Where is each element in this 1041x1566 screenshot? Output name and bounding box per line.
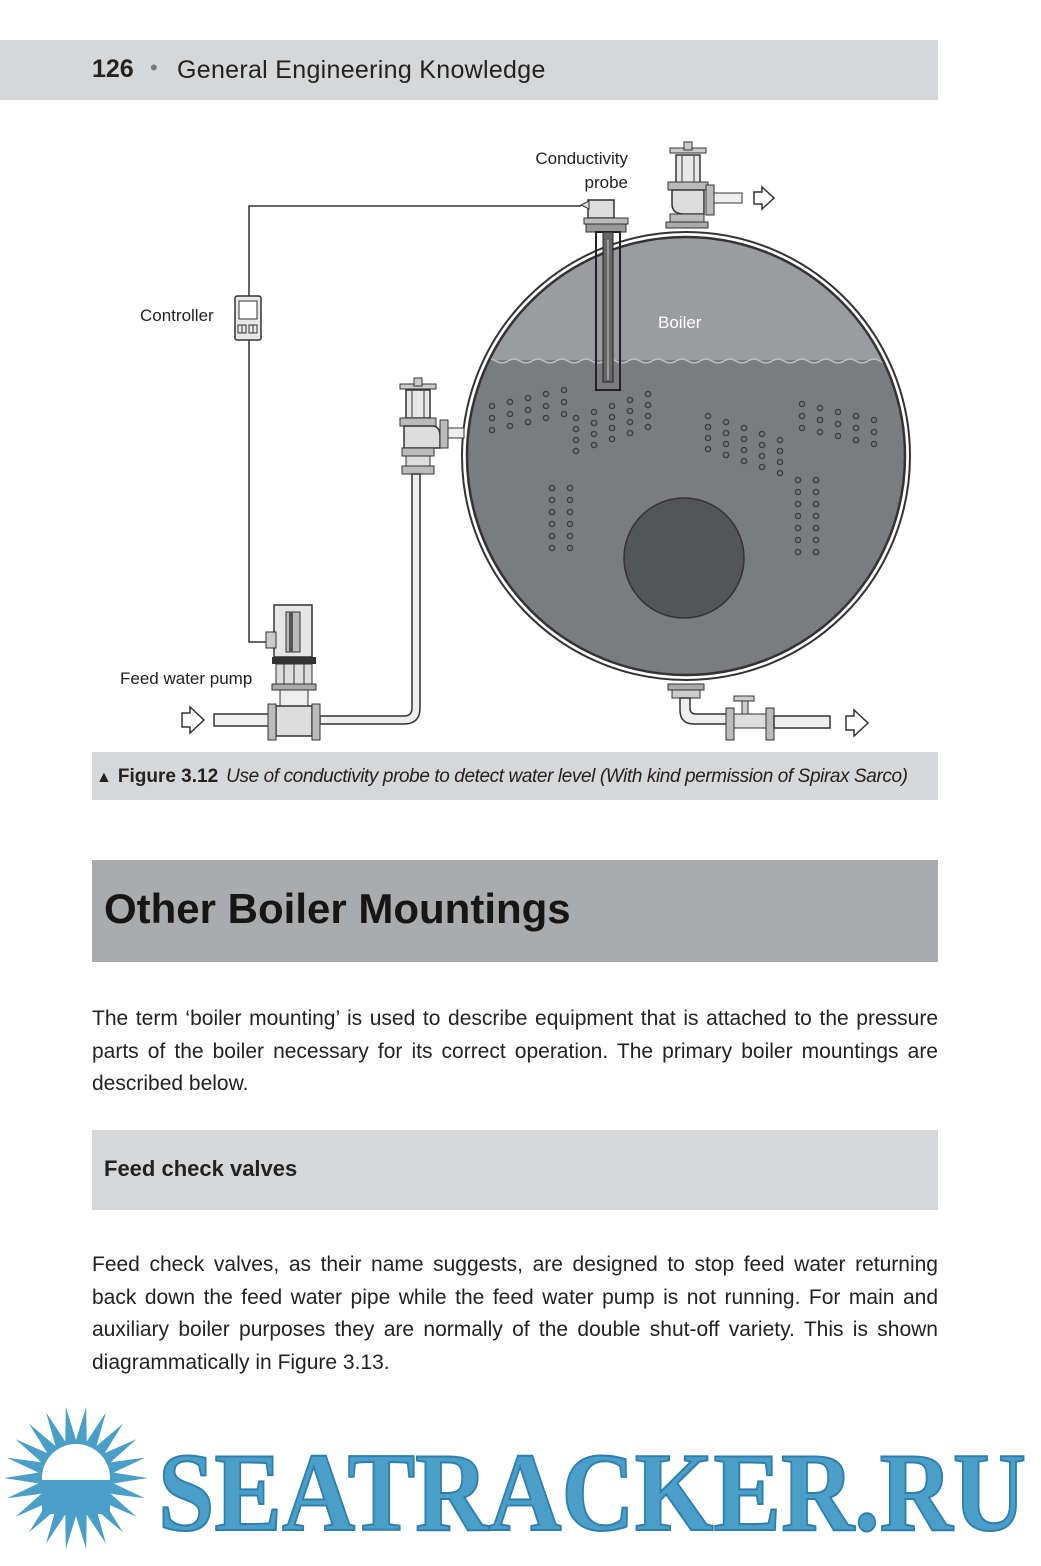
watermark — [0, 1400, 1041, 1561]
intro-paragraph: The term ‘boiler mounting’ is used to describe equipment that is attached to the pressure parts of the boiler necessary for its correct operation. The primary boiler mountings are described below. — [92, 1007, 938, 1095]
blowdown-out-arrow-icon — [846, 710, 868, 736]
label-feed-water-pump: Feed water pump — [120, 669, 253, 688]
running-title: General Engineering Knowledge — [177, 56, 546, 84]
watermark-text: SEATRACKER.RU — [158, 1431, 1026, 1555]
figure-3-12 — [0, 110, 1041, 750]
blowdown-valve — [668, 684, 868, 740]
figure-number: Figure 3.12 — [117, 766, 219, 787]
sun-logo-icon — [4, 1407, 148, 1550]
page-number: 126 — [92, 55, 134, 83]
controller-device — [235, 296, 261, 340]
feed-pipe — [320, 474, 420, 724]
body-paragraph: Feed check valves, as their name suggests, are designed to stop feed water returning back down the feed water pipe while the feed water pump is not running. For main and auxiliary boiler purposes they are normally of the double shut-off variety. This is shown diagrammatically in Figure 3.13. — [92, 1253, 938, 1374]
figure-caption — [96, 766, 908, 788]
label-controller: Controller — [140, 306, 214, 325]
furnace — [624, 498, 744, 618]
feed-check-valve — [400, 378, 464, 474]
boiler-diagram — [0, 110, 1041, 750]
caption-text: Use of conductivity probe to detect water level (With kind permission of Spirax Sarco) — [226, 766, 908, 787]
feed-water-pump — [266, 605, 320, 740]
steam-out-arrow-icon — [754, 187, 774, 209]
label-conductivity-line2: probe — [584, 173, 628, 192]
section-title: Other Boiler Mountings — [104, 885, 571, 932]
label-conductivity-probe — [526, 147, 628, 195]
probe-cable — [249, 206, 581, 296]
feed-in-arrow-icon — [182, 707, 204, 733]
watermark-graphic — [0, 1400, 1041, 1561]
header-separator: • — [150, 55, 158, 80]
pump-cable — [249, 340, 268, 642]
label-conductivity-line1: Conductivity — [535, 149, 628, 168]
subsection-title: Feed check valves — [104, 1156, 298, 1181]
suction-pipe — [214, 714, 270, 726]
caption-triangle-icon: ▲ — [96, 769, 112, 786]
label-boiler: Boiler — [658, 313, 702, 332]
steam-stop-valve — [666, 142, 774, 228]
